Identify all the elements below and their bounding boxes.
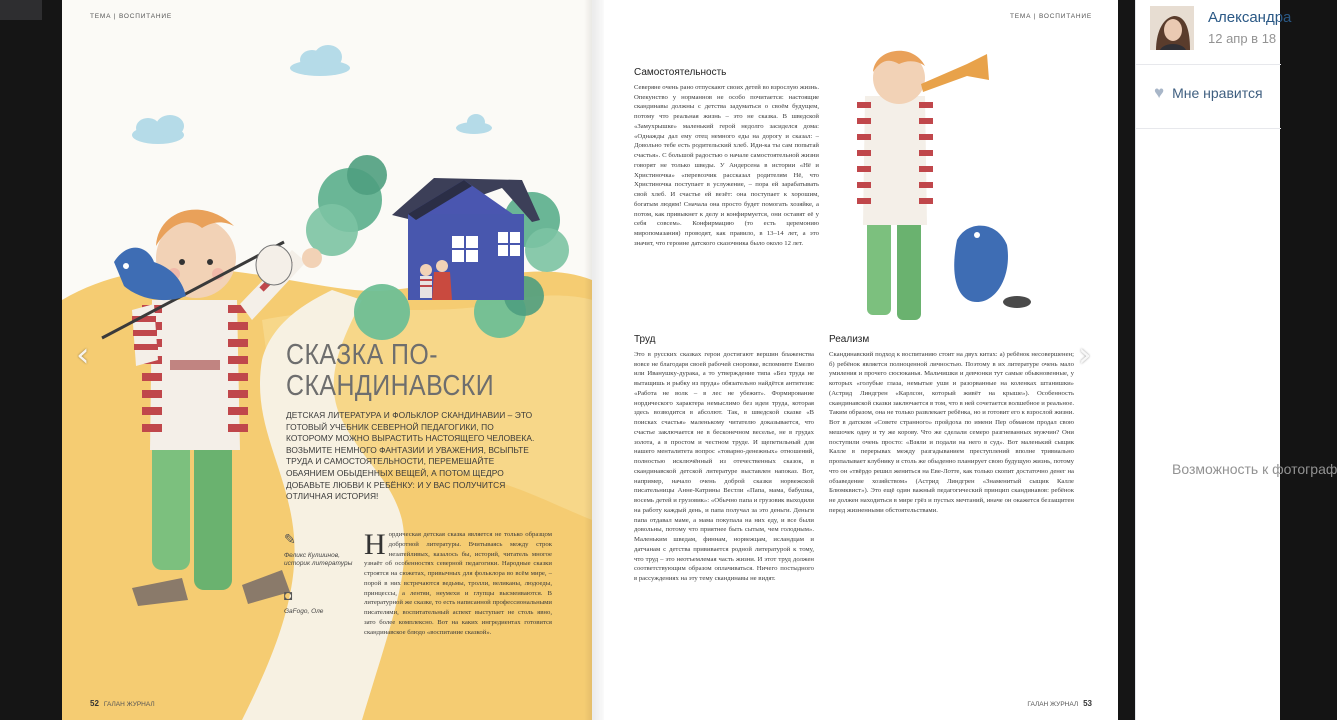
article-lead: ДЕТСКАЯ ЛИТЕРАТУРА И ФОЛЬКЛОР СКАНДИНАВИИ – ЭТО ГОТОВЫЙ УЧЕБНИК СЕВЕРНОЙ ПЕДАГОГИКИ, ПО КОТОРОМУ МОЖНО ВЫРАСТИТЬ НАСТОЯЩЕГО ЧЕЛОВЕКА. ВОЗЬМИТЕ НЕМНОГО ФАНТАЗИИ И УВАЖЕНИЯ, ВСЫПЬТЕ ТРУДА И САМОСТОЯТЕЛЬНОСТИ, ПЕРЕМЕШАЙТЕ ОБАЯНИЕМ ОБЫДЕННЫХ ВЕЩЕЙ, А ПОТОМ ЩЕДРО ДОБАВЬТЕ ЛЮБВИ К РЕБЁНКУ: И У ВАС ПОЛУЧИТСЯ ОТЛИЧНАЯ ИСТОРИЯ! [286, 410, 535, 502]
illustrator-block [284, 586, 354, 616]
post-side-panel [1135, 0, 1337, 720]
section-text: Северяне очень рано отпускают своих детей во взрослую жизнь. Опекунство у норманнов не особо почитается: настоящие скандинавы должны с детства задуматься о своём будущем, потому что реальная жизнь – это не сказка. В шведской «Замухрышке» маленький герой недолго засиделся дома: «Однажды дал ему отец немного еды на дорогу и сказал: – Довольно тебе есть родительский хлеб. Иди-ка ты сам попытай счастья». С большой радостью о начале самостоятельной жизни говорят не только шведы. У Андерсена в истории «Нё и Христиночка» «перевозчик рассказал родителям Нё, что Христиночка поступает в услужение, – пора ей зарабатывать свой хлеб. И счастье ей везёт: она поступает к хорошим, богатым людям! Сначала она просто будет помогать хозяйке, а потом, как привыкнет к делу и конфирмуется, они оставят её у себя совсем». Конфирмацию (то есть церемонию миропомазания) проводят, как правило, в 13–14 лет, а это значит, что героине датского сказочника было около 12 лет. [634, 83, 819, 247]
folio-right [1027, 699, 1092, 708]
article-title: СКАЗКА ПО-СКАНДИНАВСКИ [286, 339, 495, 402]
page-number: 53 [1083, 699, 1092, 708]
illustration-boy-with-trumpet [827, 40, 1027, 340]
section-realizm [829, 335, 1074, 516]
spread-gutter [584, 0, 604, 720]
chevron-right-icon[interactable]: › [1078, 335, 1092, 375]
photo-hint: Возможность к фотограф [1172, 461, 1337, 477]
folio-left [90, 699, 155, 708]
drop-cap: Н [364, 528, 386, 561]
like-label: Мне нравится [1172, 84, 1263, 101]
divider [1136, 64, 1281, 65]
author-name-link[interactable]: Александра [1208, 9, 1292, 26]
post-date[interactable]: 12 апр в 18 [1208, 31, 1277, 46]
section-text: Это в русских сказках герои достигают вершин блаженства вовсе не благодаря своей рабочей сноровке, вспомните Емелю или Иванушку-дурака, а то утверждение типа «Без труда не вытащишь и рыбку из пруда» обязательно найдётся антитезис «Работа не волк – в лес не убежит». Формирование нордического характера немыслимо без идеи труда, которая здесь возводится в абсолют. Так, в шведской сказке «В поисках счастья» маленькому читателю доказывается, что счастье заключается не в бесконечном веселье, не в грудах золота, а в простом и честном труде. И щепетильный для нашего менталитета вопрос «товарно-денежных» отношений, полностью исключённый из отечественных сказок, в скандинавской детской литературе выставлен напоказ. Вот, например, начало очень доброй сказки норвежской писательницы Анне-Катрины Вестли «Папа, мама, бабушка, восемь детей и грузовик»: «Обычно папа и грузовик выходили на работу каждый день, и папа получал за это деньги. Деньги папа отдавал маме, а мама покупала на них еду, и все были довольны, потому что приятнее быть сытым, чем голодным». Маленьким шведам, финнам, норвежцам, исландцам и датчанам с детства прививается родной литературой к тому, что труд – это неотъемлемая часть жизни. И этот труд должен соответствующим образом оплачиваться. Ничего постыдного в рассуждениях на эту тему скандинавы не видят. [634, 350, 814, 582]
illustrator-name: GaFogo, Оле [284, 608, 324, 615]
magazine-name: ГАЛАН ЖУРНАЛ [1027, 701, 1079, 708]
intro-text: ордическая детская сказка является не только образцом добротной литературы. Вчитываясь между строк незатейливых, казалось бы, историй, читатель многое узнаёт об особенностях северной педагогики. Народные сказки строятся на сюжетах, привычных для фольклора во всём мире, – порой в них встречаются ведьмы, тролли, великаны, людоеды, принцессы, а лентяи, неумехи и глупцы высмеиваются. В литературной же сказке, то есть написанной профессиональными писателями, воспитательный аспект выступает не столь явно, зато более комплексно. Вот на каких ингредиентах готовится скандинавское блюдо «воспитание сказкой». [364, 531, 552, 636]
author-block [284, 530, 354, 568]
section-heading: Труд [634, 334, 656, 345]
backdrop-tab [0, 0, 42, 20]
right-page [592, 0, 1118, 720]
page-number: 52 [90, 699, 99, 708]
intro-paragraph [364, 530, 552, 637]
magazine-spread [62, 0, 1118, 720]
like-button[interactable] [1154, 84, 1263, 101]
section-text: Скандинавский подход к воспитанию стоит на двух китах: а) ребёнок несовершенен; б) ребёнок является полноценной личностью. Поэтому в их литературе очень мало умиления и прочего сюсюканья. Мальчишки и девчонки тут самые обыкновенные, у которых «голубые глаза, немытые уши и разорванные на коленках штанишки» (Астрид Линдгрен «Карлсон, который живёт на крыше»). Особенность скандинавской сказки заключается в том, что в ней сочетается волшебное и реальное. Таким образом, она не только развлекает ребёнка, но и готовит его к взрослой жизни. Вот в датском «Совете странного» пройдоха по имени Пер обманом продал свою мешочек одну и ту же корову. Что же сделали семеро разгневанных мужчин? Они поступили очень просто: «Взяли и подали на него в суд». Вот маленький сыщик Калле в перерывах между разгадыванием преступлений вполне тривиально пропалывает клубнику и столь же обыденно планирует свою будущую жизнь, потому что он «твёрдо решил жениться на Еве-Лотте, как только скопит достаточно денег на обзаведение хозяйством» (Астрид Линдгрен «Знаменитый сыщик Калле Блюмквист»). Это ещё один важный педагогический принцип скандинавов: ребёнок не должен находиться в мире грёз и пустых мечтаний, иначе он окажется беззащитен перед жизненными обстоятельствами. [829, 350, 1074, 514]
magazine-name: ГАЛАН ЖУРНАЛ [103, 701, 155, 708]
running-head-right: ТЕМА | ВОСПИТАНИЕ [1010, 13, 1092, 20]
author-name: Феликс Кулшинов, историк литературы [284, 552, 353, 567]
quill-icon: ✎ [284, 531, 296, 547]
left-page [62, 0, 592, 720]
section-heading: Самостоятельность [634, 67, 727, 78]
chevron-left-icon[interactable]: ‹ [76, 335, 90, 375]
heart-icon: ♥ [1154, 83, 1165, 102]
avatar[interactable] [1150, 6, 1194, 50]
divider [1136, 128, 1281, 129]
section-heading: Реализм [829, 334, 870, 345]
camera-icon: ◘ [284, 587, 293, 603]
avatar-image [1150, 6, 1194, 50]
section-trud [634, 335, 814, 584]
running-head-left: ТЕМА | ВОСПИТАНИЕ [90, 13, 172, 20]
section-samostoyatelnost [634, 68, 819, 249]
